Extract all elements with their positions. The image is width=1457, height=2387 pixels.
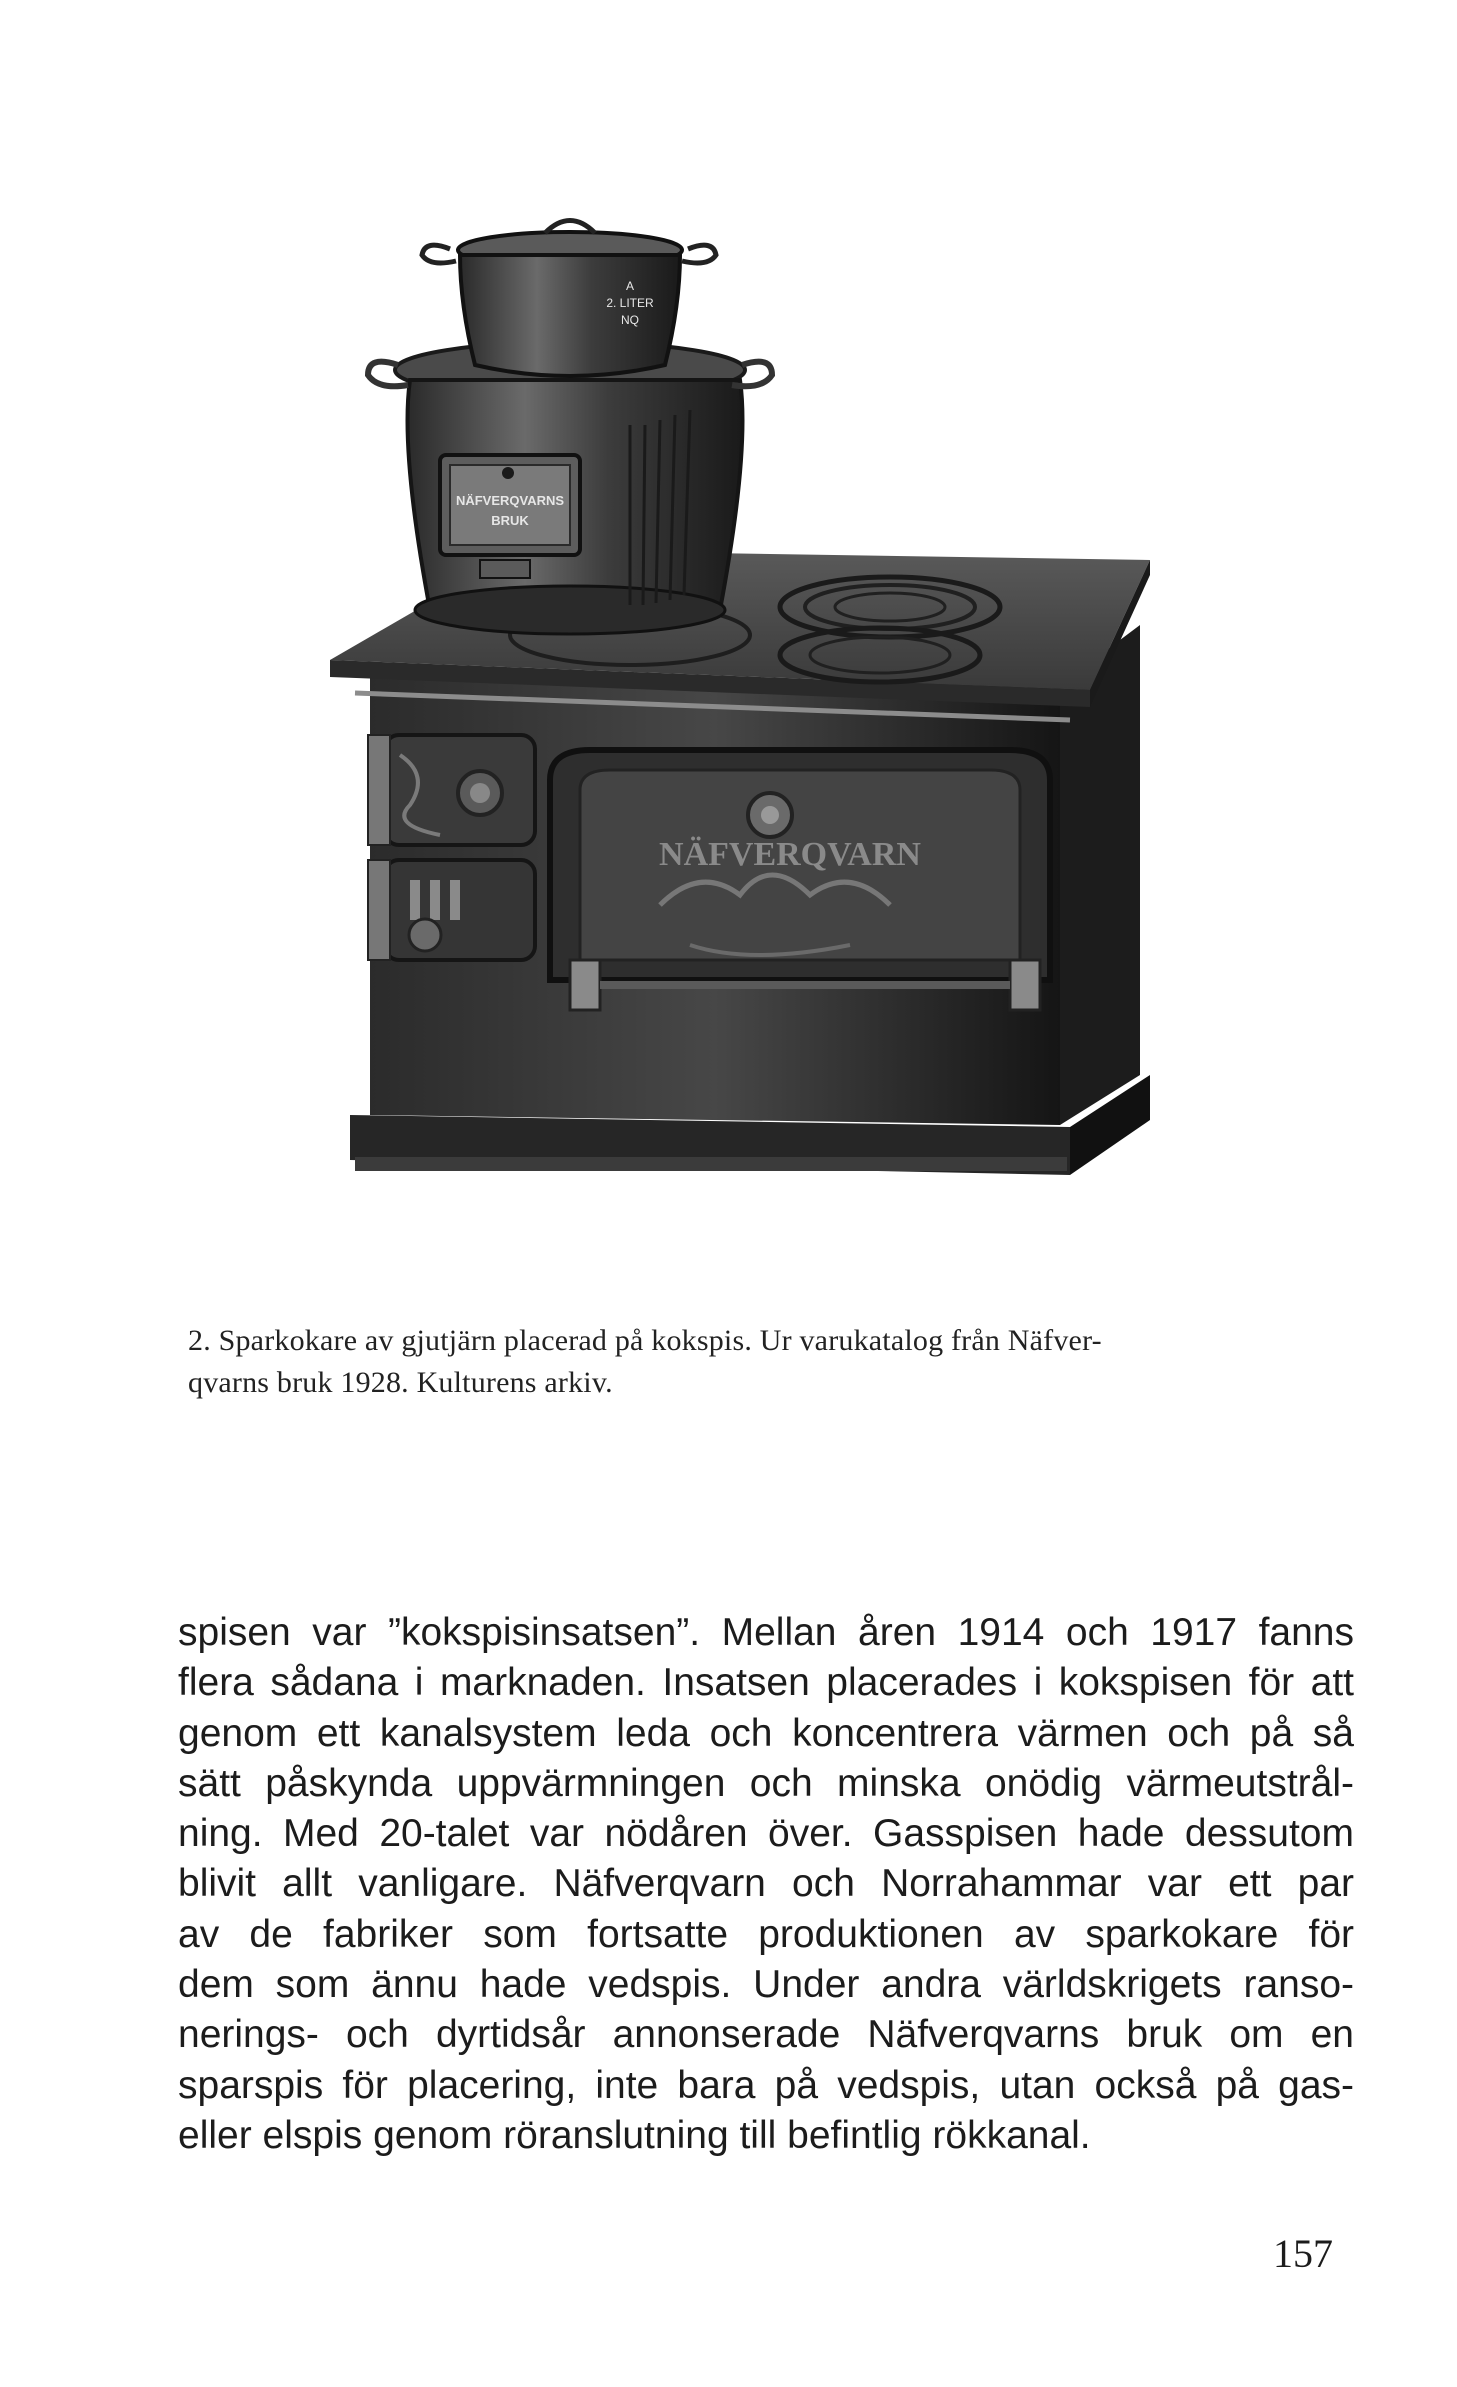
text-line: sparspis för placering, inte bara på vedspis, utan också på gas-: [178, 2063, 1354, 2107]
caption-line: 2. Sparkokare av gjutjärn placerad på kokspis. Ur varukatalog från Näfver-: [188, 1324, 1102, 1357]
door-label-bottom: BRUK: [491, 513, 529, 528]
caption-line: qvarns bruk 1928. Kulturens arkiv.: [188, 1366, 613, 1399]
door-label-top: NÄFVERQVARNS: [455, 493, 565, 508]
text-line: ning. Med 20-talet var nödåren över. Gasspisen hade dessutom: [178, 1812, 1354, 1856]
text-line: dem som ännu hade vedspis. Under andra världskrigets ranso-: [178, 1963, 1354, 2007]
text-line: sätt påskynda uppvärmningen och minska onödig värmeutstrål-: [178, 1761, 1354, 1805]
stove-photograph: [330, 215, 1230, 1265]
text-line: eller elspis genom röranslutning till befintlig rökkanal.: [178, 2113, 1091, 2157]
pot-label-size-letter: A: [625, 279, 635, 293]
text-line: flera sådana i marknaden. Insatsen placerades i kokspisen för att: [178, 1661, 1354, 1705]
pot-label-capacity: 2. LITER: [606, 296, 654, 310]
oven-maker-mark: NÄFVERQVARN: [659, 836, 921, 873]
text-line: genom ett kanalsystem leda och koncentrera värmen och på så: [178, 1711, 1354, 1755]
figure-caption: [188, 1320, 1358, 1404]
text-line: av de fabriker som fortsatte produktionen av sparkokare för: [178, 1912, 1354, 1956]
text-line: blivit allt vanligare. Näfverqvarn och Norrahammar var ett par: [178, 1862, 1354, 1906]
stove-illustration: [330, 215, 1230, 1265]
sparkokare: [368, 342, 772, 634]
oven-door: [550, 750, 1050, 1010]
ash-door: [368, 860, 535, 960]
text-line: nerings- och dyrtidsår annonserade Näfverqvarns bruk om en: [178, 2013, 1354, 2057]
page-number: 157: [1273, 2231, 1333, 2276]
pot-label-maker: NQ: [621, 313, 639, 327]
body-paragraph: [178, 1608, 1354, 2161]
firebox-door: [368, 735, 535, 845]
text-line: spisen var ”kokspisinsatsen”. Mellan åren 1914 och 1917 fanns: [178, 1611, 1354, 1654]
